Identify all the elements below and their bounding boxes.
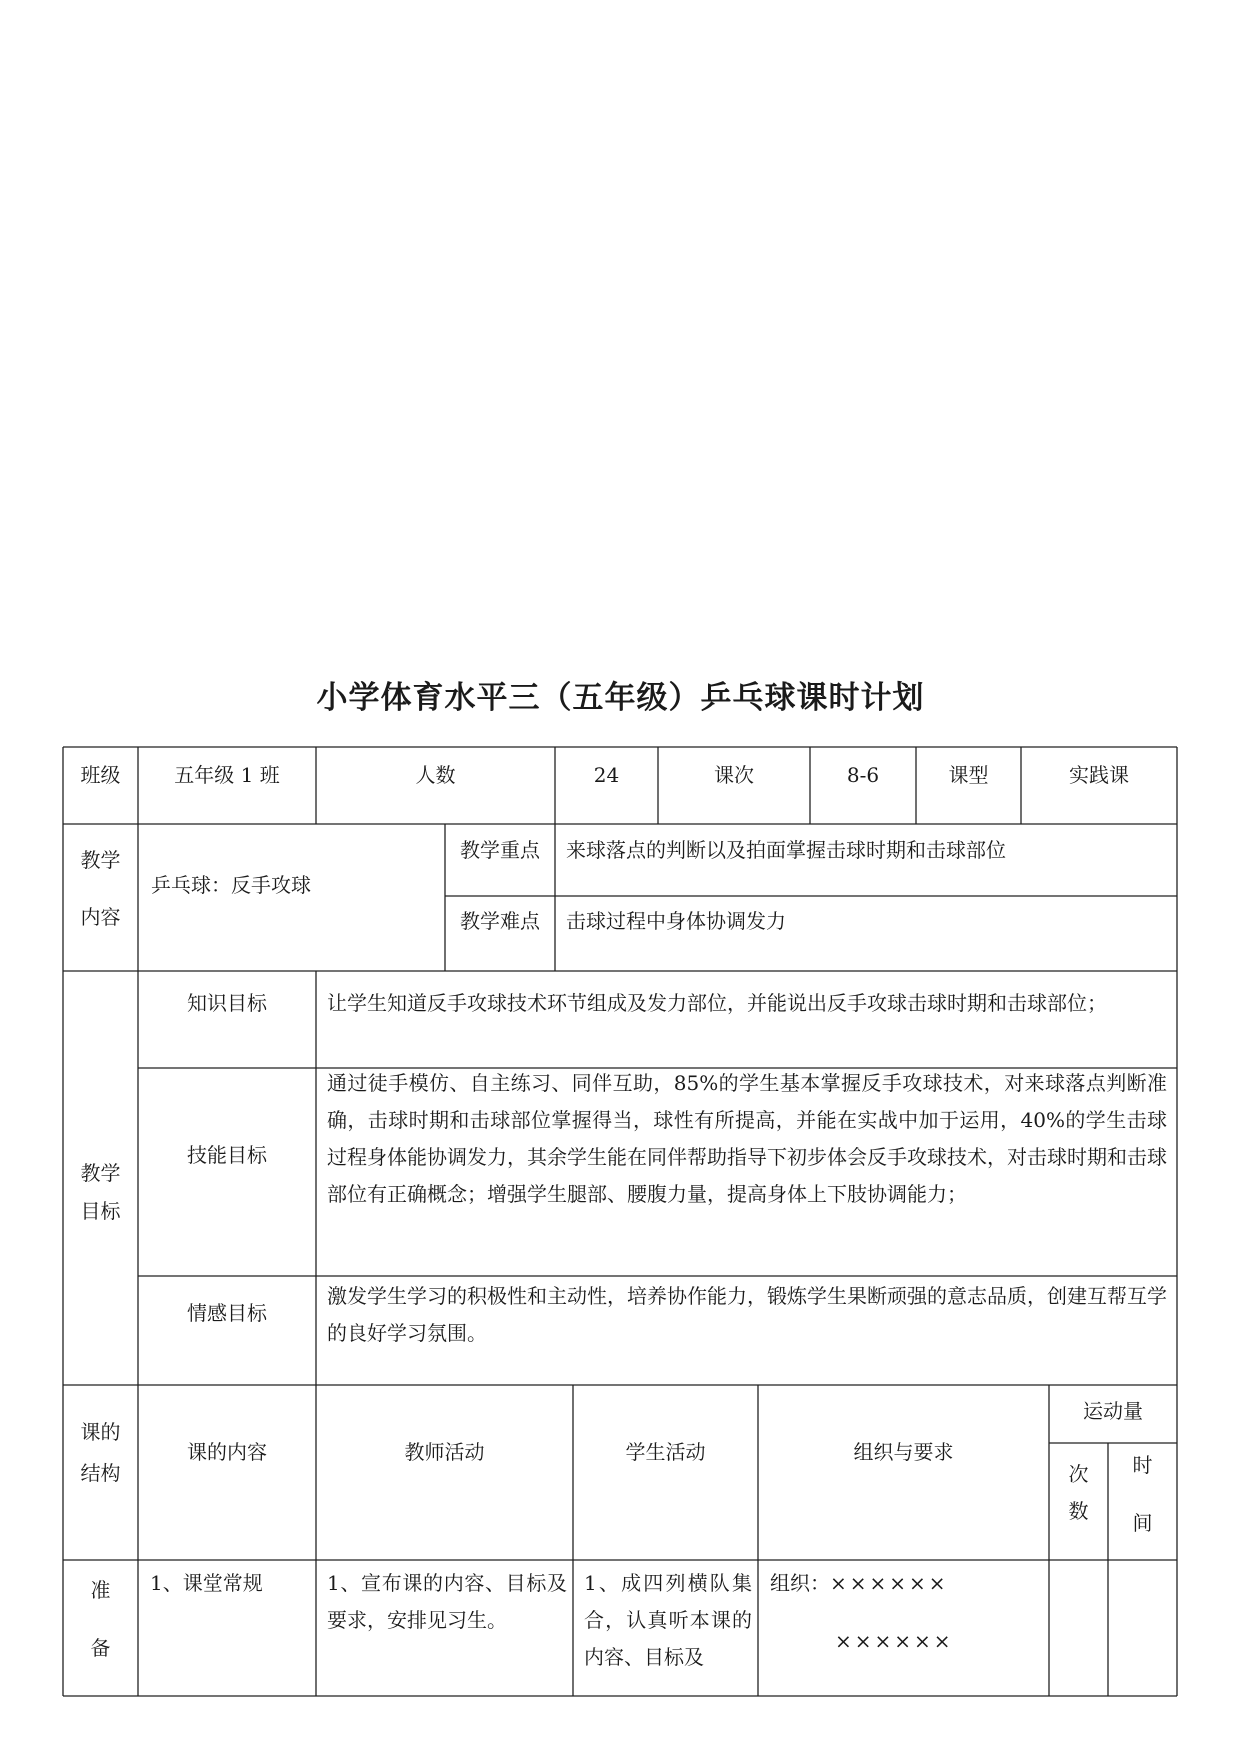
lesson-value: 8-6	[846, 763, 880, 787]
prep-org-row1: ××××××	[830, 1571, 949, 1595]
page-title: 小学体育水平三（五年级）乒乓球课时计划	[316, 680, 925, 716]
col-teacher-activity: 教师活动	[404, 1440, 485, 1464]
skill-goal-text: 通过徒手模仿、自主练习、同伴互助，85%的学生基本掌握反手攻球技术，对来球落点判断准确，击球时期和击球部位掌握得当，球性有所提高，并能在实战中加于运用，40%的学生击球过程身体能协调发力，其余学生能在同伴帮助指导下初步体会反手攻球技术，对击球时期和击球部位有正确概念；增强学生腿部、腰腹力量，提高身体上下肢协调能力；	[327, 1071, 1167, 1206]
emotion-goal-label: 情感目标	[187, 1301, 267, 1325]
structure-label-line2: 结构	[80, 1461, 121, 1485]
emotion-goal-text: 激发学生学习的积极性和主动性，培养协作能力，锻炼学生果断顽强的意志品质，创建互帮互学的良好学习氛围。	[327, 1284, 1167, 1345]
prep-org-label: 组织：	[770, 1571, 830, 1595]
prep-label-line1: 准	[90, 1578, 111, 1602]
prep-org-row2: ××××××	[835, 1629, 954, 1653]
goals-label-line1: 教学	[80, 1161, 121, 1185]
knowledge-goal-text: 让学生知道反手攻球技术环节组成及发力部位，并能说出反手攻球击球时期和击球部位；	[327, 991, 1107, 1015]
col-time-line1: 时	[1132, 1453, 1153, 1477]
type-value: 实践课	[1069, 763, 1129, 787]
type-label: 课型	[948, 763, 989, 787]
count-value: 24	[593, 763, 620, 787]
prep-label-line2: 备	[90, 1636, 111, 1660]
goals-label-line2: 目标	[80, 1199, 121, 1223]
skill-goal-label: 技能目标	[187, 1143, 267, 1167]
prep-content: 1、课堂常规	[150, 1571, 263, 1595]
key-point-value: 来球落点的判断以及拍面掌握击球时期和击球部位	[566, 838, 1006, 862]
prep-student-activity: 1、成四列横队集合，认真听本课的内容、目标及	[584, 1571, 752, 1669]
content-label-line2: 内容	[80, 905, 121, 929]
class-value: 五年级 1 班	[174, 763, 280, 787]
difficulty-value: 击球过程中身体协调发力	[566, 909, 786, 933]
col-times-line1: 次	[1068, 1462, 1089, 1486]
col-times-line2: 数	[1068, 1499, 1089, 1523]
content-value: 乒乓球：反手攻球	[151, 873, 311, 897]
col-student-activity: 学生活动	[625, 1440, 706, 1464]
col-lesson-content: 课的内容	[187, 1440, 267, 1464]
prep-teacher-activity: 1、宣布课的内容、目标及要求，安排见习生。	[327, 1571, 567, 1632]
count-label: 人数	[415, 763, 456, 787]
col-organization: 组织与要求	[853, 1440, 954, 1464]
col-exercise-load: 运动量	[1083, 1399, 1143, 1423]
content-label-line1: 教学	[80, 848, 121, 872]
key-point-label: 教学重点	[460, 838, 540, 862]
knowledge-goal-label: 知识目标	[187, 991, 267, 1015]
structure-label-line1: 课的	[80, 1420, 121, 1444]
lesson-label: 课次	[714, 763, 754, 787]
class-label: 班级	[80, 763, 121, 787]
difficulty-label: 教学难点	[460, 909, 540, 933]
col-time-line2: 间	[1132, 1511, 1153, 1535]
